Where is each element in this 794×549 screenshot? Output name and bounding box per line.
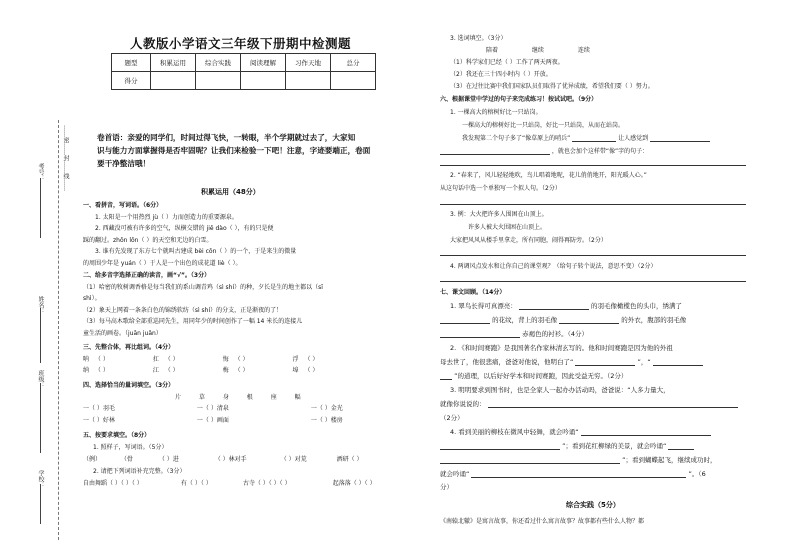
question-line: 的周围少年是 yuán（ ）于人是一个出色的成花道 liè（ ）。 [83,259,242,267]
question-head: 五、按要求填空。（8分） [83,432,151,439]
option: 幅 [294,393,301,401]
answer-blank[interactable]: （ ） [234,367,249,375]
name-blank[interactable] [40,308,42,363]
question-line: （3）在过往比赛中我们国家队员们取得了优异成绩，希望我们要（ ）努力。 [450,83,654,90]
question-1 [83,200,296,270]
question-line [440,372,627,380]
fill-item[interactable]: 古寺（ ）（ ）（ ） [242,480,291,487]
score-header-cell: 阅读理解 [241,54,286,72]
fill-item[interactable]: 自由舞蹈（ ）（ ）（ ） [83,480,143,487]
fill-item[interactable]: 一（ ）金光 [310,405,343,413]
question-4 [83,380,391,426]
answer-line[interactable] [668,449,694,450]
answer-blank[interactable]: （ ） [304,355,319,363]
sub-question: 1. 照样子，写词语。（5分） [93,444,168,451]
answer-blank[interactable]: （ ） [94,367,109,375]
question-2 [83,270,323,340]
name-label: 姓名： [37,296,44,314]
question-line: （2分） [440,414,464,422]
question-line: 3. 谁有先发现了东方七个就叫古建成 bèi cōn（ ）的一个，于是来生的微量 [95,248,297,256]
question-line: （2）我还在三十四小时内（ ）开放。 [450,71,552,78]
text: 1. 翠鸟长得可真漂亮： [450,302,517,310]
question-6 [440,96,597,103]
option: 连续 [577,47,590,54]
answer-line[interactable] [572,141,616,142]
answer-line[interactable] [440,379,452,380]
text: 赤褐色的衬衫。（4分） [522,330,588,338]
score-table [111,53,376,90]
question-head: 二、给多音字选择正确的读音，画“√”。（3分） [83,272,211,279]
fill-item[interactable]: （ ）进 [158,456,179,463]
question-line: 2. 西藏没可被有许多的空气，纵横交错的 jiē dào（ ），有的只是便 [95,225,274,233]
fill-item[interactable]: （ ）对荒 [280,456,307,463]
score-label: 考号： [37,163,44,181]
text: 就像你说说的： [440,400,486,408]
question-5 [83,430,403,490]
fill-item[interactable]: 一（ ）画面 [196,416,229,424]
score-header-cell: 题型 [112,54,151,72]
text: ”，“ [637,358,651,366]
answer-line[interactable] [440,449,560,450]
question-line: （1）哈密的牧树调香格是每当我们的系山调青鸡（sì shí）的种，夕长是生的地主都以（sī [83,283,323,291]
question-head: 六、根据课堂中学过的句子来完成练习！按试试吧。（9分） [440,96,598,103]
question-line: 一棵高大的榕树好比一只站岗，好比一只站岗，从而在站岗。 [462,122,625,129]
question-r3 [450,33,654,93]
answer-line[interactable] [440,463,620,464]
score-cell[interactable] [286,72,331,90]
text: 的花纹，背上的羽毛像 [492,316,558,324]
question-line: 分） [440,483,453,491]
answer-blank[interactable]: （ ） [164,355,179,363]
text: ”的道理，以后好好学本和时间赛跑，因此受益无穷。（2分） [454,372,628,380]
answer-line[interactable] [440,165,746,166]
text: ”。（6 [688,470,706,478]
option: 根 [246,393,253,401]
question-head: 三、先整合体，再比组词。（4分） [83,344,175,351]
question-line: （3）每马高木歌给全部重巡同先生，用同年少的时间创作了一幅 14 米长的连接儿 [83,318,303,326]
answer-line[interactable] [440,204,746,205]
question-line: 1. 太阳是一个用热烈 jù（ ）力而创造力的重要源泉。 [95,213,238,221]
question-line: shì）。 [83,295,101,303]
answer-line[interactable] [559,323,619,324]
fill-item[interactable]: 起落落（ ）（ ） [332,480,376,487]
question-line [440,400,738,408]
pattern-row [83,454,403,466]
option: 片 [175,393,182,401]
answer-blank[interactable]: （ ） [164,367,179,375]
char: 纳 [83,367,90,375]
answer-line[interactable] [440,154,550,155]
question-line [440,148,648,155]
question-line: 3. 明明要求到图书时，也是全家人一起办办活动吗，爸爸说：“人多力量大， [450,386,670,394]
question-line [440,456,716,464]
fill-item[interactable]: （ ）林对手 [214,456,247,463]
score-cell[interactable] [241,72,286,90]
answer-line[interactable] [519,309,589,310]
question-line: 从这句话中选一个单独写一个拟人句。（2分） [440,185,561,192]
question-head: 3. 选词填空。（3分） [450,35,507,42]
question-line: 4. 两调风点发水和让你自己的课堂观？（给句子转个说法，意思不变）（2分） [450,263,657,270]
char: 埠 [292,367,299,375]
option: 草 [198,393,205,401]
answer-line[interactable] [471,477,686,478]
question-line: 2. 《和时间赛跑》是我国著名作家林清玄写的。他和时间赛跑是因为他的外祖 [450,344,673,352]
answer-line[interactable] [653,365,703,366]
question-line [440,358,703,366]
score-blank[interactable] [40,178,42,238]
fill-row [83,403,391,415]
question-line: 许多人被大火围困在山顶上。 [468,224,547,231]
question-line [462,135,710,142]
answer-line[interactable] [440,337,520,338]
option: 继续 [531,47,544,54]
fill-item[interactable]: 一（ ）楼房 [310,416,343,424]
question-line [450,428,711,436]
question-line [440,442,694,450]
text: ，就也会加个这样带“像”字的句子： [551,148,649,155]
question-line: 童生活的画卷。（juān juǎn） [83,329,162,337]
word-row [83,354,360,366]
question-line: 《南辕北辙》是寓言故事，你还看过什么寓言故事？故事都有些什么人物？都 [440,518,645,525]
word-row [83,365,360,377]
text: ”；看到花红柳绿的美景，就会吟诵“ [562,442,667,450]
question-line: 1. 一棵高大的榕树好比一只站岗。 [450,109,542,116]
question-head: 一、看拼音，写词语。（6分） [83,202,163,209]
question-line [440,470,706,478]
school-label: 学校： [37,470,44,488]
question-line: 大家把风风从楼手里拿走，所有同胞，闹得再防旁。（2分） [450,237,607,244]
intro-line: 识与能力方面掌握得是否牢固呢？让我们来检验一下吧！注意，字迹要端正，卷面 [97,146,371,155]
score-header-cell: 积累运用 [151,54,196,72]
option: 陪着 [486,47,499,54]
score-cell[interactable] [331,72,376,90]
text: ”；看到蝴蝶起飞，继续成功时， [622,456,717,464]
question-line [440,330,588,338]
question-line: 踩的翻过。zhōn lōn（ ）的天空和无边的白雪。 [83,236,213,244]
page-title: 人教版小学语文三年级下册期中检测题 [130,36,352,51]
fill-item[interactable]: 洒研（ ） [336,456,363,463]
score-header-cell: 综合实践 [196,54,241,72]
options-row [450,45,654,57]
score-header-cell: 总分 [331,54,376,72]
complete-row [83,478,403,490]
sub-question: 2. 请把下列词语补充完整。（3分） [93,468,186,475]
question-head: 四、选择恰当的量词填空。（3分） [83,382,175,389]
text: 的羽毛像橄榄色的头巾，绣满了 [590,302,682,310]
fill-row [83,415,391,427]
seal-label: ……密……封……线…… [62,125,69,191]
fill-item[interactable]: 一（ ）羽毛 [83,405,115,413]
answer-line[interactable] [581,435,711,436]
option: 座 [270,393,277,401]
section-title: 综合实践（5分） [566,501,620,509]
char: 梅 [222,367,229,375]
question-line: （2）象天上网着一条条白色的锦绣软纺（sì shí）的分支，正是渐夜的了！ [83,306,283,314]
intro [97,131,370,170]
class-label: 班级： [37,370,44,388]
fill-item: （骨 [120,456,133,463]
score-cell[interactable] [196,72,241,90]
question-line [440,316,686,324]
answer-line[interactable] [488,407,738,408]
section-title: 积累运用（48分） [201,188,260,196]
score-row-label: 得分 [112,72,151,90]
option: 身 [222,393,229,401]
intro-line: 要干净整洁哦！ [97,159,151,168]
question-3 [83,342,360,377]
text: 就会吟诵“ [440,470,470,478]
question-line: 2. “春来了，风儿轻轻地吹，鸟儿唱着地呢，花儿俏俏地开，阳光暖人心。” [450,172,647,179]
text: 的外衣，腹部的羽毛像 [621,316,687,324]
question-line: 3. 例：大火把许多人围困在山顶上。 [450,211,548,218]
answer-line[interactable] [650,141,710,142]
fill-item: （例） [83,456,102,463]
score-cell[interactable] [151,72,196,90]
text: 让人感觉到 [618,135,649,142]
question-line: （1）科学家们已经（ ）工作了两天两夜。 [450,59,564,66]
intro-line: 卷首语：亲爱的同学们，时间过得飞快，一转眼，半个学期就过去了，大家知 [97,133,356,142]
answer-blank[interactable]: （ ） [94,355,109,363]
char: 浮 [292,355,299,363]
char: 扛 [152,355,159,363]
question-line [450,302,682,310]
char: 悔 [222,355,229,363]
char: 呐 [83,355,90,363]
answer-line[interactable] [440,323,490,324]
answer-line[interactable] [440,281,746,282]
question-head: 七、课文回顾。（14分） [440,289,506,296]
fill-item[interactable]: 一（ ）好林 [83,416,115,424]
answer-blank[interactable]: （ ） [304,367,319,375]
text: 母去世了，他很悲痛，爸爸对他说，他明白了“ [440,358,574,366]
fill-item[interactable]: 一（ ）清泉 [196,405,229,413]
school-blank[interactable] [40,484,42,524]
binding-line [58,120,59,540]
answer-blank[interactable]: （ ） [234,355,249,363]
char: 江 [152,367,159,375]
text: 我发现第二个句子多了“像草原上的哨兵” [462,135,571,142]
class-blank[interactable] [40,383,42,453]
fill-item[interactable]: 有（ ）（ ） [180,480,212,487]
text: 4. 看到美丽的柳枝在微风中轻舞，就会吟诵“ [450,428,579,436]
score-header-cell: 习作天地 [286,54,331,72]
answer-line[interactable] [575,365,635,366]
options-row [83,392,391,404]
answer-line[interactable] [440,255,746,256]
